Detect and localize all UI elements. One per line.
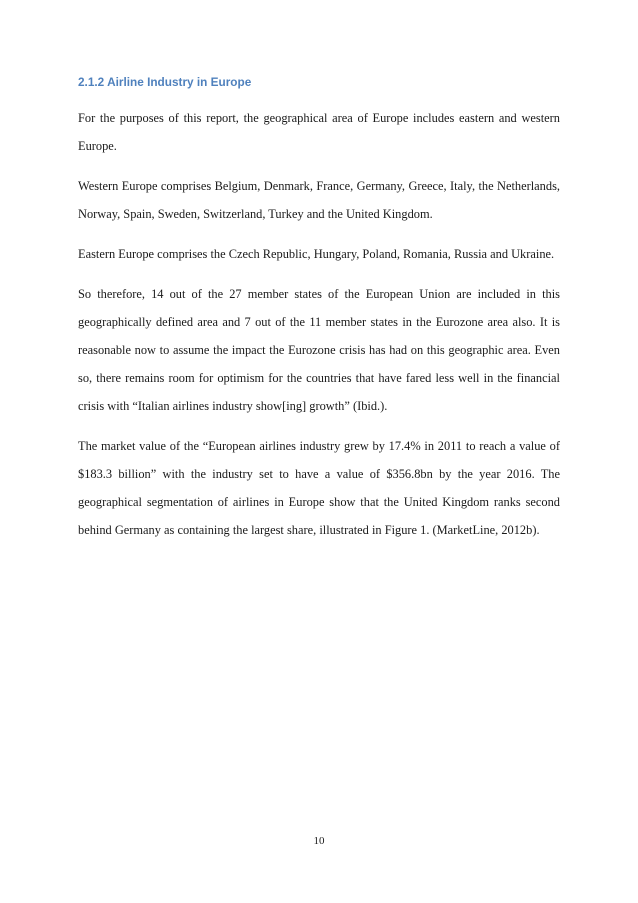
paragraph-market-value: The market value of the “European airlines industry grew by 17.4% in 2011 to reach a value of $183.3 billion” with the industry set to have a value of $356.8bn by the year 2016. The geographical segmentation of airlines in Europe show that the United Kingdom ranks second behind Germany as containing the largest share, illustrated in Figure 1. (MarketLine, 2012b).	[78, 439, 560, 537]
paragraph-western-europe: Western Europe comprises Belgium, Denmark, France, Germany, Greece, Italy, the Netherlands, Norway, Spain, Sweden, Switzerland, Turkey and the United Kingdom.	[78, 179, 560, 221]
page-number: 10	[313, 835, 325, 847]
section-heading: 2.1.2 Airline Industry in Europe	[78, 75, 252, 89]
paragraph-europe-definition: For the purposes of this report, the geographical area of Europe includes eastern and western Europe.	[78, 111, 560, 153]
page-body	[78, 68, 560, 556]
paragraph-eastern-europe: Eastern Europe comprises the Czech Republic, Hungary, Poland, Romania, Russia and Ukraine.	[78, 247, 555, 261]
paragraph-eu-member-states: So therefore, 14 out of the 27 member states of the European Union are included in this geographically defined area and 7 out of the 11 member states in the Eurozone area also. It is reasonable now to assume the impact the Eurozone crisis has had on this geographic area. Even so, there remains room for optimism for the countries that have fared less well in the financial crisis with “Italian airlines industry show[ing] growth” (Ibid.).	[78, 287, 560, 413]
